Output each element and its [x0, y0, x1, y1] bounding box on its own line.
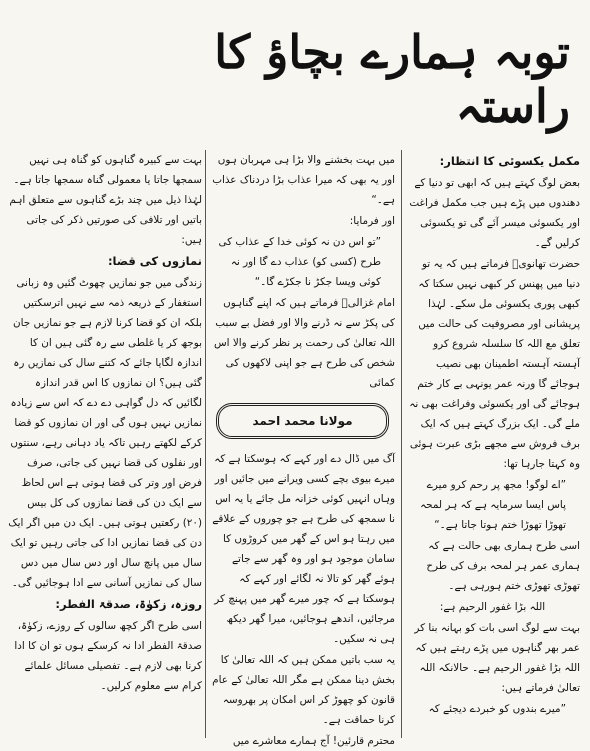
- paragraph: بہت سے کبیرہ گناہوں کو گناہ ہی نہیں سمجھا جاتا یا معمولی گناہ سمجھا جاتا ہے۔ لہٰذا ذیل میں چند بڑے گناہوں سے متعلق اہم باتیں اور تلافی کی صورتیں ذکر کی جاتی ہیں:: [9, 154, 202, 246]
- paragraph: آگ میں ڈال دے اور کہے کہ ہوسکتا ہے کہ میرے بیوی بچے کسی ویرانے میں جائیں اور وہاں انہیں کوئی خزانہ مل جائے یا یہ اس نا سمجھ کی طرح ہے جو چوروں کے علاقے میں رہتا ہو اس کے گھر میں کروڑوں کا سامان موجود ہو اور وہ گھر سے جاتے ہوئے گھر کو تالا نہ لگائے اور کہے کہ ہوسکتا ہے کہ چور میرے گھر میں پہنچ کر مرجائیں، اندھے ہوجائیں، میرا گھر دیکھ ہی نہ سکیں۔: [212, 453, 395, 645]
- quotation: ”اے لوگو! مجھ پر رحم کرو میرے پاس ایسا سرمایہ ہے کہ ہر لمحہ تھوڑا تھوڑا ختم ہوتا جاتا ہے۔“: [420, 479, 566, 531]
- paragraph: بہت سے لوگ اسی بات کو بہانہ بنا کر عمر بھر گناہوں میں پڑے رہتے ہیں کہ اللہ بڑا غفور الرحیم ہے۔ حالانکہ اللہ تعالیٰ فرماتے ہیں:: [414, 622, 580, 694]
- quotation: ”تو اس دن نہ کوئی خدا کے عذاب کی طرح (کسی کو) عذاب دے گا اور نہ کوئی ویسا جکڑ نا جکڑے گا۔“: [218, 236, 381, 288]
- paragraph: یہ سب باتیں ممکن ہیں کہ اللہ تعالیٰ کا بخش دینا ممکن ہے مگر اللہ تعالیٰ کے عام قانون کو چھوڑ کر اس امکان پر بھروسہ کرنا حماقت ہے۔: [212, 654, 395, 726]
- paragraph: حضرت تھانویؒ فرماتے ہیں کہ یہ تو دنیا میں پھنس کر کبھی نہیں سکتا کہ کبھی پوری یکسوئی مل سکے۔ لہٰذا پریشانی اور مصروفیت کی حالت میں تعلق مع اللہ کا سلسلہ شروع کرو آہستہ آہستہ اطمینان بھی نصیب ہوجائے گا ورنہ عمر یونہی بے کار ختم ہوجائے گی اور یکسوئی وفراغت بھی نہ ملے گی۔ ایک بزرگ کہتے ہیں کہ ایک برف فروش سے مجھے بڑی عبرت ہوئی وہ کہتا جارہا تھا:: [409, 258, 580, 470]
- column-left: [8, 150, 202, 738]
- section-heading: روزہ، زکوٰۃ، صدقۃ الفطر:: [55, 597, 202, 611]
- paragraph: میں بہت بخشنے والا بڑا ہی مہربان ہوں اور یہ بھی کہ میرا عذاب بڑا دردناک عذاب ہے۔“: [212, 154, 395, 206]
- column-divider: [401, 150, 402, 738]
- paragraph: اللہ بڑا غفور الرحیم ہے:: [439, 601, 546, 613]
- column-right: [405, 150, 580, 738]
- author-name-box: مولانا محمد احمد: [216, 403, 389, 439]
- quotation: ”میرے بندوں کو خبردے دیجئے کہ: [428, 703, 566, 715]
- paragraph: اسی طرح اگر کچھ سالوں کے روزے، زکوٰۃ، صدقۃ الفطر ادا نہ کرسکے ہوں تو ان کا ادا کرنا بھی لازم ہے۔ تفصیلی مسائل علمائے کرام سے معلوم کرلیں۔: [14, 620, 202, 692]
- column-middle-bottom: [210, 449, 395, 751]
- column-middle-top: [210, 150, 395, 393]
- paragraph: بعض لوگ کہتے ہیں کہ ابھی تو دنیا کے دھندوں میں پڑے ہیں جب مکمل فراغت اور یکسوئی میسر آئے گی تو یکسوئی کرلیں گے۔: [409, 177, 580, 249]
- column-middle: [210, 150, 395, 747]
- article-title: توبہ ہمارے بچاؤ کا راستہ: [214, 25, 570, 133]
- section-heading: نمازوں کی قضا:: [107, 254, 202, 268]
- column-divider: [205, 150, 206, 738]
- paragraph: محترم قارئین! آج ہمارے معاشرے میں: [232, 735, 395, 747]
- section-heading: مکمل یکسوئی کا انتظار:: [439, 154, 580, 168]
- paragraph: اور فرمایا:: [349, 215, 395, 227]
- paragraph: زندگی میں جو نمازیں چھوٹ گئیں وہ زبانی استغفار کے ذریعہ ذمہ سے نہیں اترسکتیں بلکہ ان کو قضا کرنا لازم ہے جو نمازیں جان بوجھ کر یا غلطی سے رہ گئی ہیں ان کا اندازہ لگایا جائے کہ کتنے سال کی نمازیں رہ گئی ہیں؟ ان نمازوں کا اس قدر اندازہ لگائیں کہ دل گواہی دے دے کہ اس سے زیادہ نمازیں نہیں ہوں گی اور ان نمازوں کو قضا کرکے لکھتے رہیں تاکہ یاد دہانی رہے، سنتوں اور نفلوں کی قضا نہیں کی جاتی، صرف فرض اور وتر کی قضا ہوتی ہے اس لحاظ سے ایک دن کی قضا نمازوں کی کل بیس (۲۰) رکعتیں ہوتی ہیں۔ ایک دن میں اگر ایک دن کی قضا نمازیں ادا کی جاتی رہیں تو ایک سال میں پانچ سال اور دس سال میں دس سال کی نمازیں آسانی سے ادا ہوجائیں گی۔: [8, 277, 202, 589]
- paragraph: امام غزالیؒ فرماتے ہیں کہ اپنے گناہوں کی پکڑ سے نہ ڈرنے والا اور فضل بے سبب اللہ تعالیٰ کی رحمت پر نظر کرنے والا اس شخص کی طرح ہے جو اپنی لاکھوں کی کمائی: [214, 297, 395, 389]
- paragraph: اسی طرح ہماری بھی حالت ہے کہ ہماری عمر ہر لمحہ برف کی طرح تھوڑی تھوڑی ختم ہورہی ہے۔: [426, 540, 580, 592]
